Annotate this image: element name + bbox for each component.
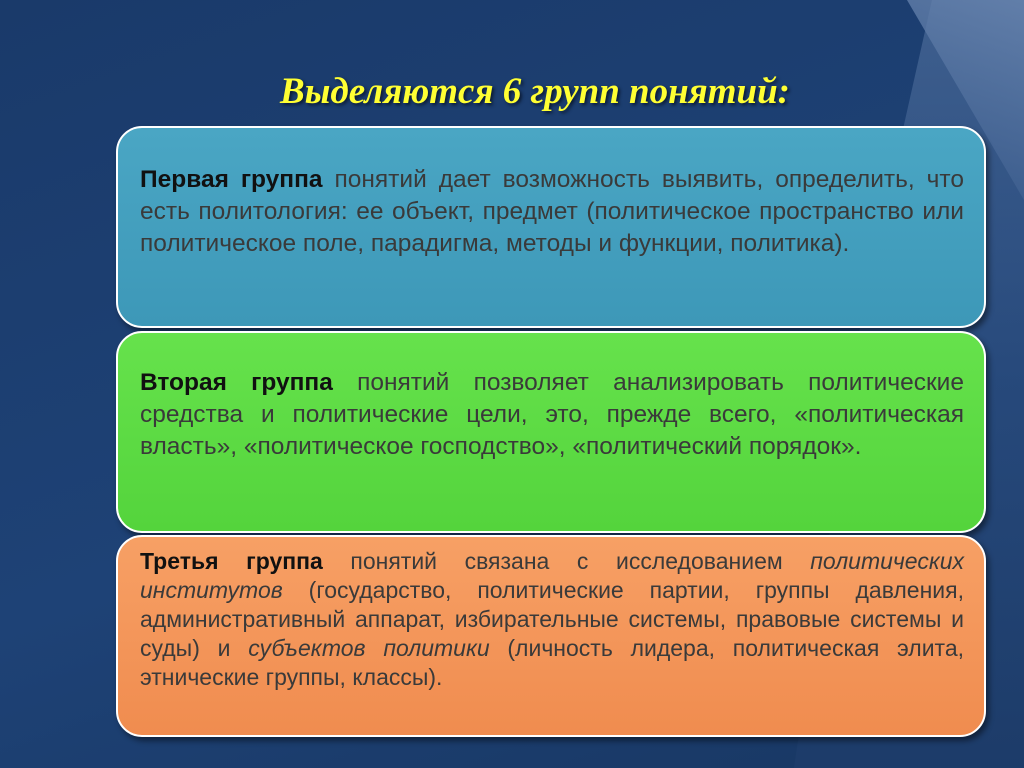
- first-group-text: понятий дает возможность выявить, определить, что есть политология: ее объект, предмет (политическое пространство или политическое поле, парадигма, методы и функции, политика).: [140, 166, 964, 257]
- slide-title: Выделяются 6 групп понятий:: [280, 71, 790, 112]
- second-group-lead: Вторая группа: [140, 369, 333, 396]
- third-group-lead: Третья группа: [140, 548, 323, 574]
- first-group-lead: Первая группа: [140, 166, 323, 193]
- third-group-text-c: (личность лидера, политическая элита, этнические группы, классы).: [140, 635, 964, 690]
- third-group-text-b: (государство, политические партии, группы давления, административный аппарат, избирательные системы, правовые системы и суды) и: [140, 577, 964, 661]
- second-group-text: понятий позволяет анализировать политические средства и политические цели, это, прежде всего, «политическая власть», «политическое господство», «политический порядок».: [140, 369, 964, 460]
- second-group-paragraph: [140, 367, 964, 463]
- third-group-emphasis-institutions: политических институтов: [140, 548, 964, 603]
- content-box-second-group: [116, 331, 986, 533]
- content-box-third-group: [116, 535, 986, 737]
- third-group-text-a: понятий связана с исследованием: [322, 548, 811, 574]
- content-box-first-group: [116, 126, 986, 328]
- third-group-paragraph: [140, 547, 964, 692]
- first-group-paragraph: [140, 164, 964, 260]
- third-group-emphasis-subjects: субъектов политики: [248, 635, 490, 661]
